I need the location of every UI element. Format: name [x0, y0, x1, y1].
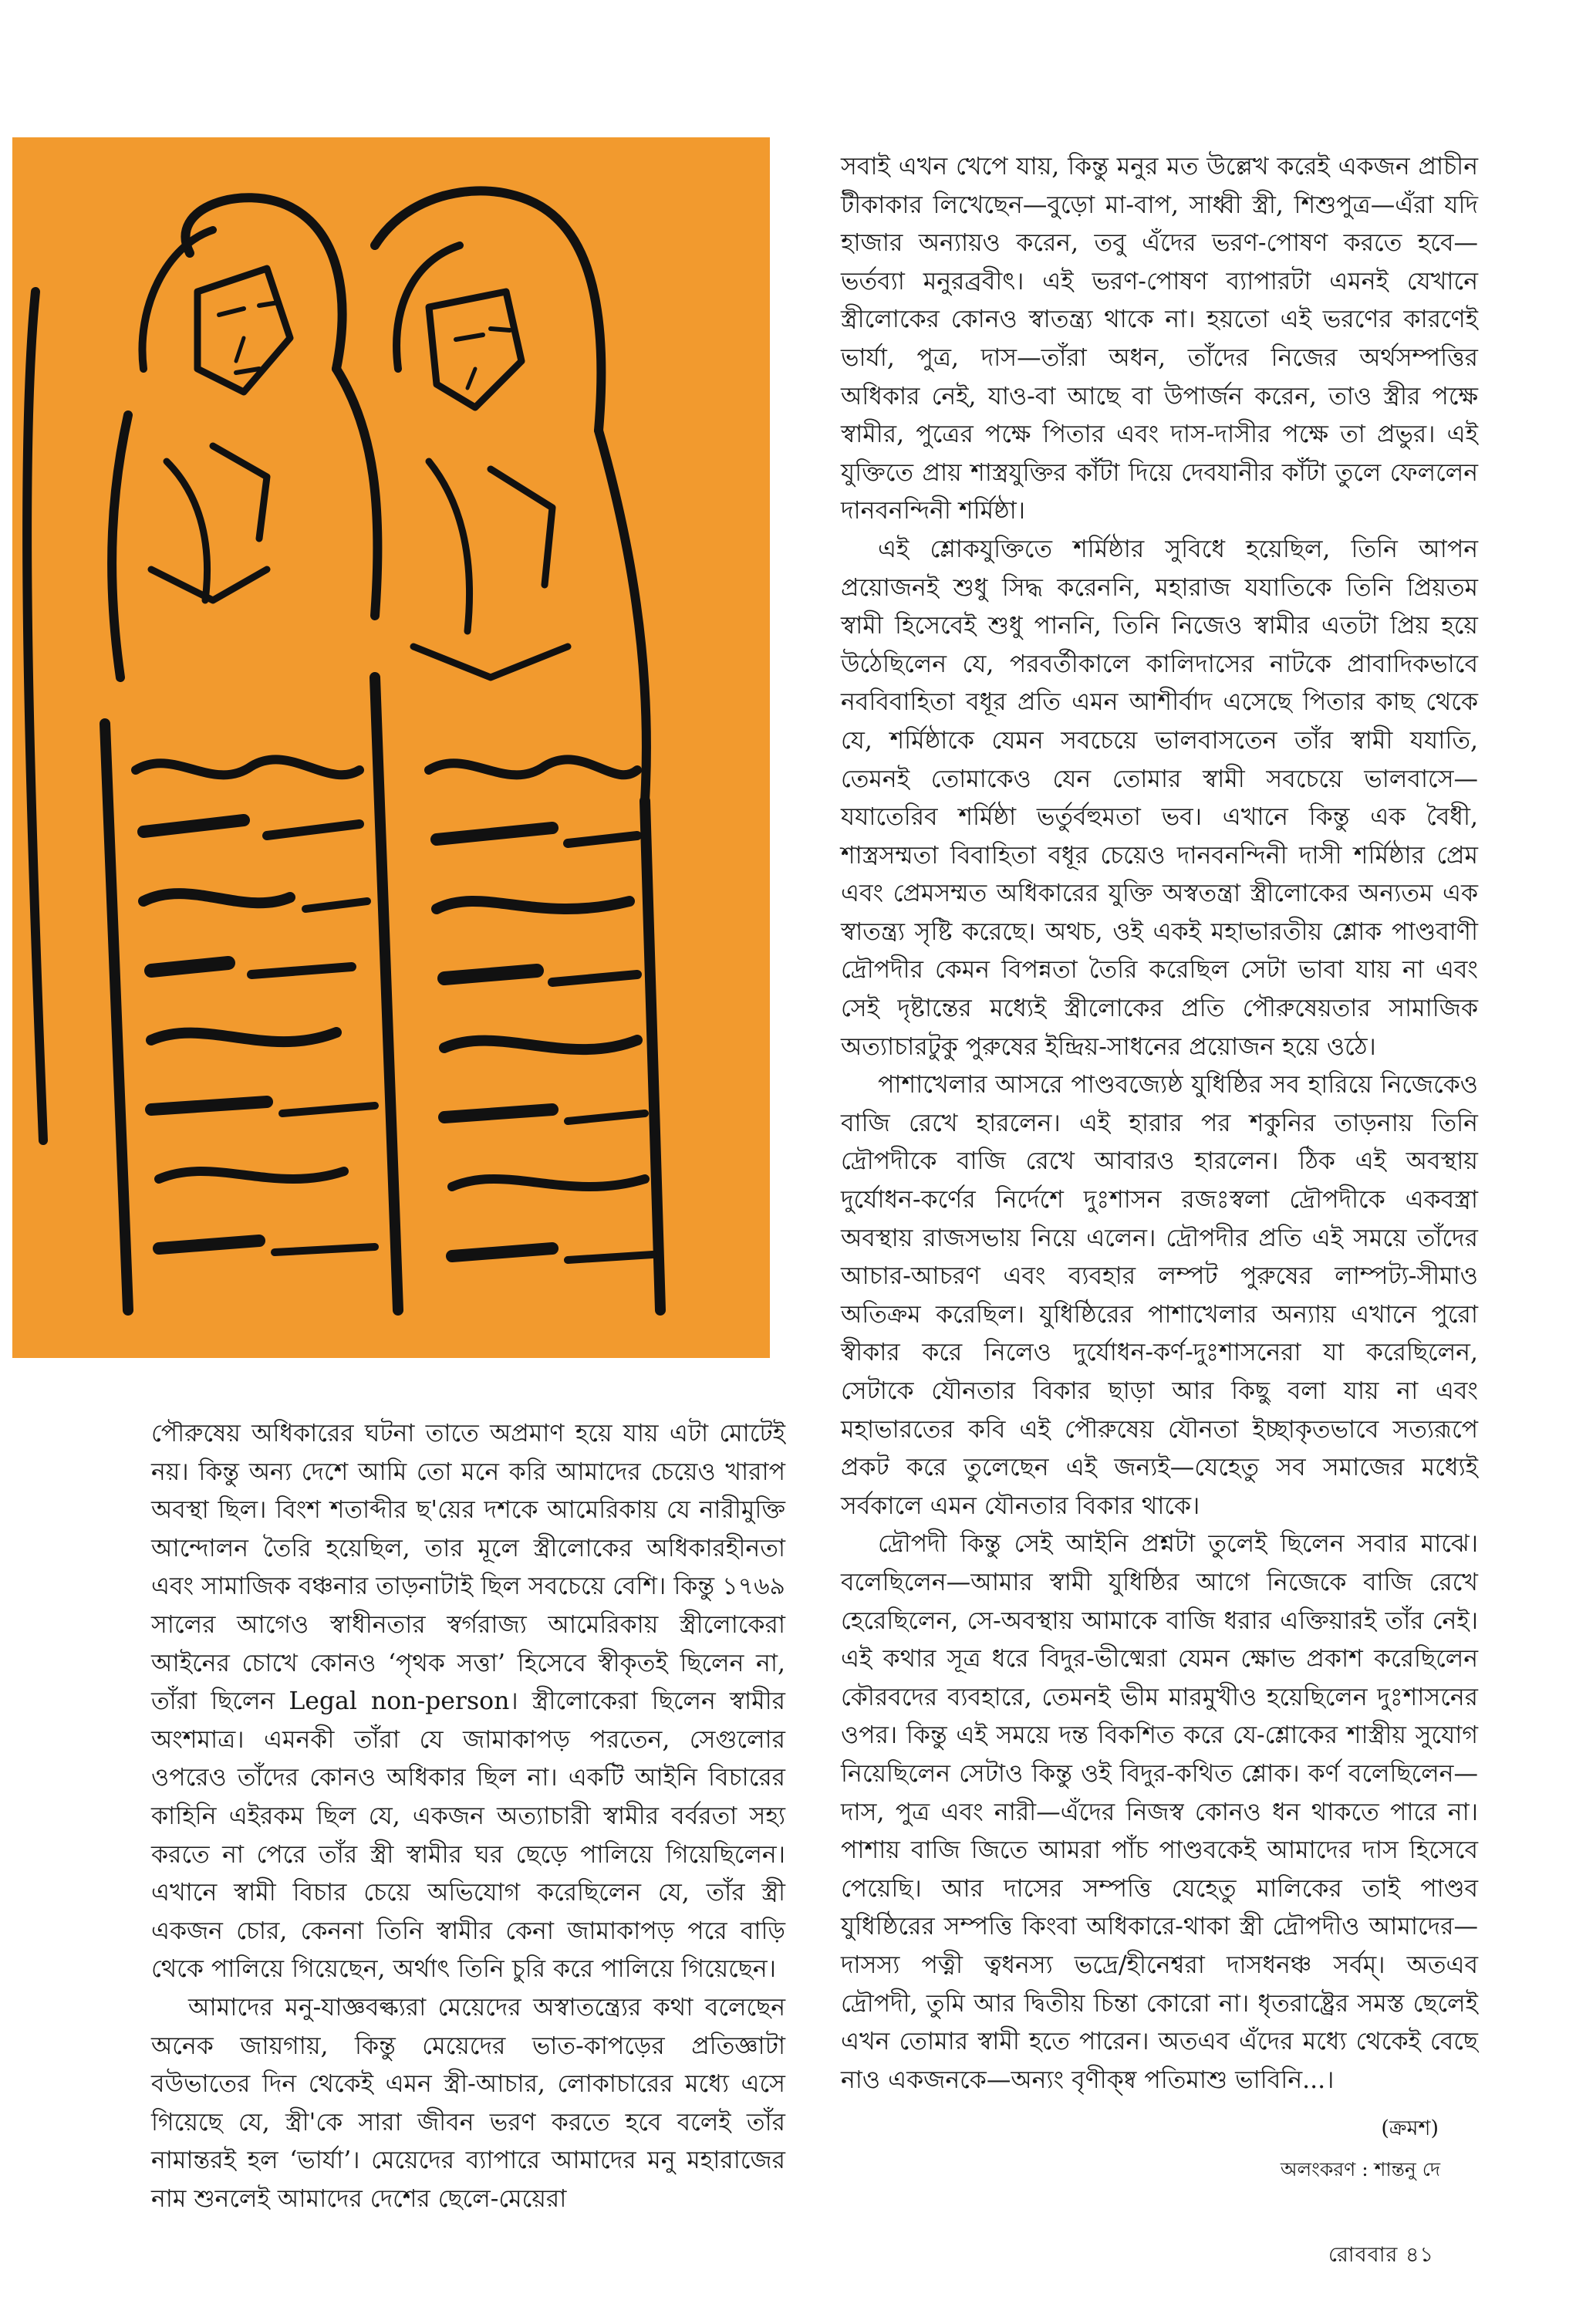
body-paragraph: দ্রৌপদী কিন্তু সেই আইনি প্রশ্নটা তুলেই ছিলেন সবার মাঝে। বলেছিলেন—আমার স্বামী যুধিষ্ঠির আগে নিজেকে বাজি রেখে হেরেছিলেন, সে-অবস্থায় আমাকে বাজি ধরার এক্তিয়ারই তাঁর নেই। এই কথার সূত্র ধরে বিদুর-ভীষ্মেরা যেমন ক্ষোভ প্রকাশ করেছিলেন কৌরবদের ব্যবহারে, তেমনই ভীম মারমুখীও হয়েছিলেন দুঃশাসনের ওপর। কিন্তু এই সময়ে দন্ত বিকশিত করে যে-শ্লোকের শাস্ত্রীয় সুযোগ নিয়েছিলেন সেটাও কিন্তু ওই বিদুর-কথিত শ্লোক। কর্ণ বলেছিলেন—দাস, পুত্র এবং নারী—এঁদের নিজস্ব কোনও ধন থাকতে পারে না। পাশায় বাজি জিতে আমরা পাঁচ পাণ্ডবকেই আমাদের দাস হিসেবে পেয়েছি। আর দাসের সম্পত্তি যেহেতু মালিকের তাই পাণ্ডব যুধিষ্ঠিরের সম্পত্তি কিংবা অধিকারে-থাকা স্ত্রী দ্রৌপদীও আমাদের—দাসস্য পত্নী ত্বধনস্য ভদ্রে/হীনেশ্বরা দাসধনঞ্চ সর্বম্। অতএব দ্রৌপদী, তুমি আর দ্বিতীয় চিন্তা কোরো না। ধৃতরাষ্ট্রের সমস্ত ছেলেই এখন তোমার স্বামী হতে পারেন। অতএব এঁদের মধ্যে থেকেই বেছে নাও একজনকে—অন্যং বৃণীক্ষ্ব পতিমাশু ভাবিনি...। [841, 1530, 1478, 2094]
body-paragraph: পাশাখেলার আসরে পাণ্ডবজ্যেষ্ঠ যুধিষ্ঠির সব হারিয়ে নিজেকেও বাজি রেখে হারলেন। এই হারার পর শকুনির তাড়নায় তিনি দ্রৌপদীকে বাজি রেখে আবারও হারলেন। ঠিক এই অবস্থায় দুর্যোধন-কর্ণের নির্দেশে দুঃশাসন রজঃস্বলা দ্রৌপদীকে একবস্ত্রা অবস্থায় রাজসভায় নিয়ে এলেন। দ্রৌপদীর প্রতি এই সময়ে তাঁদের আচার-আচরণ এবং ব্যবহার লম্পট পুরুষের লাম্পট্য-সীমাও অতিক্রম করেছিল। যুধিষ্ঠিরের পাশাখেলার অন্যায় এখানে পুরো স্বীকার করে নিলেও দুর্যোধন-কর্ণ-দুঃশাসনেরা যা করেছিলেন, সেটাকে যৌনতার বিকার ছাড়া আর কিছু বলা যায় না এবং মহাভারতের কবি এই পৌরুষেয় যৌনতা ইচ্ছাকৃতভাবে সত্যরূপে প্রকট করে তুলেছেন এই জন্যই—যেহেতু সব সমাজের মধ্যেই সর্বকালে এমন যৌনতার বিকার থাকে। [841, 1071, 1478, 1520]
right-text-column [841, 148, 1478, 2099]
page-folio: রোববার ৪১ [1328, 2243, 1434, 2267]
illustrator-credit: অলংকরণ : শান্তনু দে [1280, 2158, 1440, 2180]
to-be-continued-note: (ক্রমশ) [1381, 2116, 1439, 2140]
ink-drawing [12, 137, 770, 1358]
body-paragraph: আমাদের মনু-যাজ্ঞবল্ক্যরা মেয়েদের অস্বাতন্ত্র্যের কথা বলেছেন অনেক জায়গায়, কিন্তু মেয়েদের ভাত-কাপড়ের প্রতিজ্ঞাটা বউভাতের দিন থেকেই এমন স্ত্রী-আচার, লোকাচারের মধ্যে এসে গিয়েছে যে, স্ত্রী'কে সারা জীবন ভরণ করতে হবে বলেই তাঁর নামান্তরই হল ‘ভার্যা’। মেয়েদের ব্যাপারে আমাদের মনু মহারাজের নাম শুনলেই আমাদের দেশের ছেলে-মেয়েরা [151, 1993, 785, 2213]
two-women-illustration [12, 137, 770, 1358]
left-text-column [151, 1415, 785, 2218]
body-paragraph: এই শ্লোকযুক্তিতে শর্মিষ্ঠার সুবিধে হয়েছিল, তিনি আপন প্রয়োজনই শুধু সিদ্ধ করেননি, মহারাজ যযাতিকে তিনি প্রিয়তম স্বামী হিসেবেই শুধু পাননি, তিনি নিজেও স্বামীর এতটা প্রিয় হয়ে উঠেছিলেন যে, পরবর্তীকালে কালিদাসের নাটকে প্রাবাদিকভাবে নববিবাহিতা বধূর প্রতি এমন আশীর্বাদ এসেছে পিতার কাছ থেকে যে, শর্মিষ্ঠাকে যেমন সবচেয়ে ভালবাসতেন তাঁর স্বামী যযাতি, তেমনই তোমাকেও যেন তোমার স্বামী সবচেয়ে ভালবাসে—যযাতেরিব শর্মিষ্ঠা ভর্তুর্বহুমতা ভব। এখানে কিন্তু এক বৈধী, শাস্ত্রসম্মতা বিবাহিতা বধূর চেয়েও দানবনন্দিনী দাসী শর্মিষ্ঠার প্রেম এবং প্রেমসম্মত অধিকারের যুক্তি অস্বতন্ত্রা স্ত্রীলোকের অন্যতম এক স্বাতন্ত্র্য সৃষ্টি করেছে। অথচ, ওই একই মহাভারতীয় শ্লোক পাণ্ডবাণী দ্রৌপদীর কেমন বিপন্নতা তৈরি করেছিল সেটা ভাবা যায় না এবং সেই দৃষ্টান্তের মধ্যেই স্ত্রীলোকের প্রতি পৌরুষেয়তার সামাজিক অত্যাচারটুকু পুরুষের ইন্দ্রিয়-সাধনের প্রয়োজন হয়ে ওঠে। [841, 535, 1478, 1061]
body-paragraph: পৌরুষেয় অধিকারের ঘটনা তাতে অপ্রমাণ হয়ে যায় এটা মোটেই নয়। কিন্তু অন্য দেশে আমি তো মনে করি আমাদের চেয়েও খারাপ অবস্থা ছিল। বিংশ শতাব্দীর ছ'য়ের দশকে আমেরিকায় যে নারীমুক্তি আন্দোলন তৈরি হয়েছিল, তার মূলে স্ত্রীলোকের অধিকারহীনতা এবং সামাজিক বঞ্চনার তাড়নাটাই ছিল সবচেয়ে বেশি। কিন্তু ১৭৬৯ সালের আগেও স্বাধীনতার স্বর্গরাজ্য আমেরিকায় স্ত্রীলোকেরা আইনের চোখে কোনও ‘পৃথক সত্তা’ হিসেবে স্বীকৃতই ছিলেন না, তাঁরা ছিলেন Legal non-person। স্ত্রীলোকেরা ছিলেন স্বামীর অংশমাত্র। এমনকী তাঁরা যে জামাকাপড় পরতেন, সেগুলোর ওপরেও তাঁদের কোনও অধিকার ছিল না। একটি আইনি বিচারের কাহিনি এইরকম ছিল যে, একজন অত্যাচারী স্বামীর বর্বরতা সহ্য করতে না পেরে তাঁর স্ত্রী স্বামীর ঘর ছেড়ে পালিয়ে গিয়েছিলেন। এখানে স্বামী বিচার চেয়ে অভিযোগ করেছিলেন যে, তাঁর স্ত্রী একজন চোর, কেননা তিনি স্বামীর কেনা জামাকাপড় পরে বাড়ি থেকে পালিয়ে গিয়েছেন, অর্থাৎ তিনি চুরি করে পালিয়ে গিয়েছেন। [151, 1420, 785, 1984]
body-paragraph: সবাই এখন খেপে যায়, কিন্তু মনুর মত উল্লেখ করেই একজন প্রাচীন টীকাকার লিখেছেন—বুড়ো মা-বাপ, সাধ্বী স্ত্রী, শিশুপুত্র—এঁরা যদি হাজার অন্যায়ও করেন, তবু এঁদের ভরণ-পোষণ করতে হবে—ভর্তব্যা মনুরব্রবীৎ। এই ভরণ-পোষণ ব্যাপারটা এমনই যেখানে স্ত্রীলোকের কোনও স্বাতন্ত্র্য থাকে না। হয়তো এই ভরণের কারণেই ভার্যা, পুত্র, দাস—তাঁরা অধন, তাঁদের নিজের অর্থসম্পত্তির অধিকার নেই, যাও-বা আছে বা উপার্জন করেন, তাও স্ত্রীর পক্ষে স্বামীর, পুত্রের পক্ষে পিতার এবং দাস-দাসীর পক্ষে তা প্রভুর। এই যুক্তিতে প্রায় শাস্ত্রযুক্তির কাঁটা দিয়ে দেবযানীর কাঁটা তুলে ফেললেন দানবনন্দিনী শর্মিষ্ঠা। [841, 153, 1478, 525]
